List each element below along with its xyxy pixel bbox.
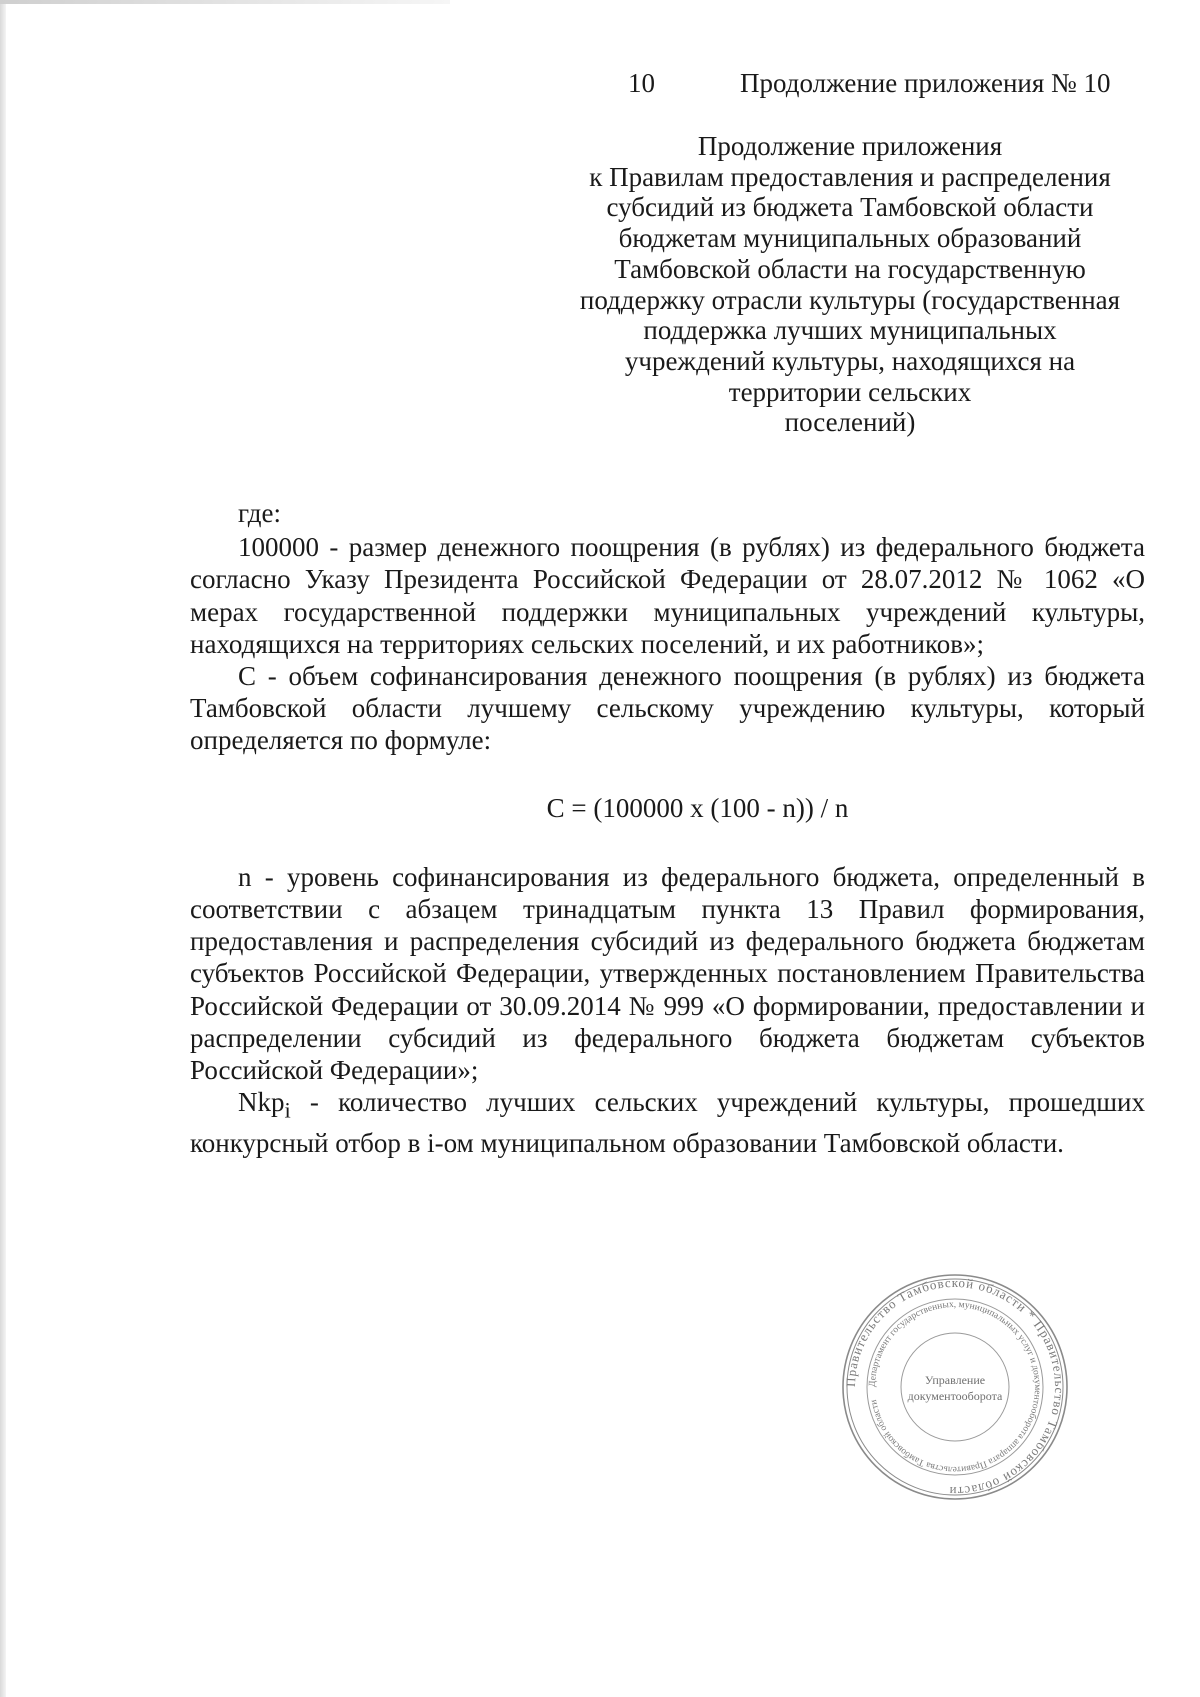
stamp-middle-circle [867, 1299, 1043, 1475]
appendix-title-line: поддержку отрасли культуры (государственная [579, 284, 1121, 315]
stamp-inner-circle [901, 1333, 1009, 1441]
appendix-title-line: поддержка лучших муниципальных [643, 315, 1057, 346]
stamp-center-line-1: Управление [924, 1373, 986, 1387]
document-body [190, 497, 1145, 1159]
nkp-text: - количество лучших сельских учреждений культуры, прошедших конкурсный отбор в i-ом муниципальном образовании Тамбовской области. [190, 1087, 1145, 1158]
appendix-title-line: субсидий из бюджета Тамбовской области [606, 192, 1094, 223]
nkp-subscript: i [284, 1097, 291, 1123]
appendix-title-line: учреждений культуры, находящихся на [624, 345, 1076, 376]
appendix-title-block [540, 131, 1160, 438]
appendix-title-line: бюджетам муниципальных образований [618, 223, 1082, 254]
stamp-center-line-2: документооборота [907, 1389, 1003, 1403]
appendix-title-line: Продолжение приложения [697, 131, 1003, 161]
paragraph-nkp-definition [190, 1086, 1145, 1159]
scan-top-edge [0, 0, 450, 4]
paragraph-n-definition: n - уровень софинансирования из федерального бюджета, определенный в соответствии с абзацем тринадцатым пункта 13 Правил формирования, предоставления и распределения субсидий из федерального бюджета бюджетам субъектов Российской Федерации, утвержденных постановлением Правительства Российской Федерации от 30.09.2014 № 999 «О формировании, предоставлении и распределении субсидий из федерального бюджета бюджетам субъектов Российской Федерации»; [190, 861, 1145, 1086]
formula: С = (100000 х (100 - n)) / n [546, 792, 849, 823]
appendix-title-line: к Правилам предоставления и распределения [589, 161, 1111, 192]
appendix-title-line: территории сельских [728, 376, 972, 407]
appendix-title-line: Тамбовской области на государственную [614, 253, 1086, 284]
nkp-symbol: Nkp [238, 1087, 285, 1118]
appendix-title-line: поселений) [784, 407, 916, 438]
where-label: где: [238, 498, 281, 528]
paragraph-c-definition: С - объем софинансирования денежного поощрения (в рублях) из бюджета Тамбовской области лучшему сельскому учреждению культуры, который определяется по формуле: [190, 661, 1145, 756]
paragraph-100000-definition: 100000 - размер денежного поощрения (в рублях) из федерального бюджета согласно Указу Президента Российской Федерации от 28.07.2012 № 1062 «О мерах государственной поддержки муниципальных учреждений культуры, находящихся на территориях сельских поселений, и их работников»; [190, 532, 1145, 659]
stamp-outer-text: Правительство Тамбовской области * Правительство Тамбовской области [842, 1274, 1068, 1500]
scan-edge [0, 0, 6, 1697]
official-stamp [840, 1272, 1070, 1502]
page-number: 10 [628, 68, 655, 98]
stamp-ring-text: Департамент государственных, муниципальных услуг и документооборота аппарата Правительства Тамбовской области [867, 1299, 1043, 1475]
appendix-continuation-header: Продолжение приложения № 10 [740, 68, 1111, 98]
